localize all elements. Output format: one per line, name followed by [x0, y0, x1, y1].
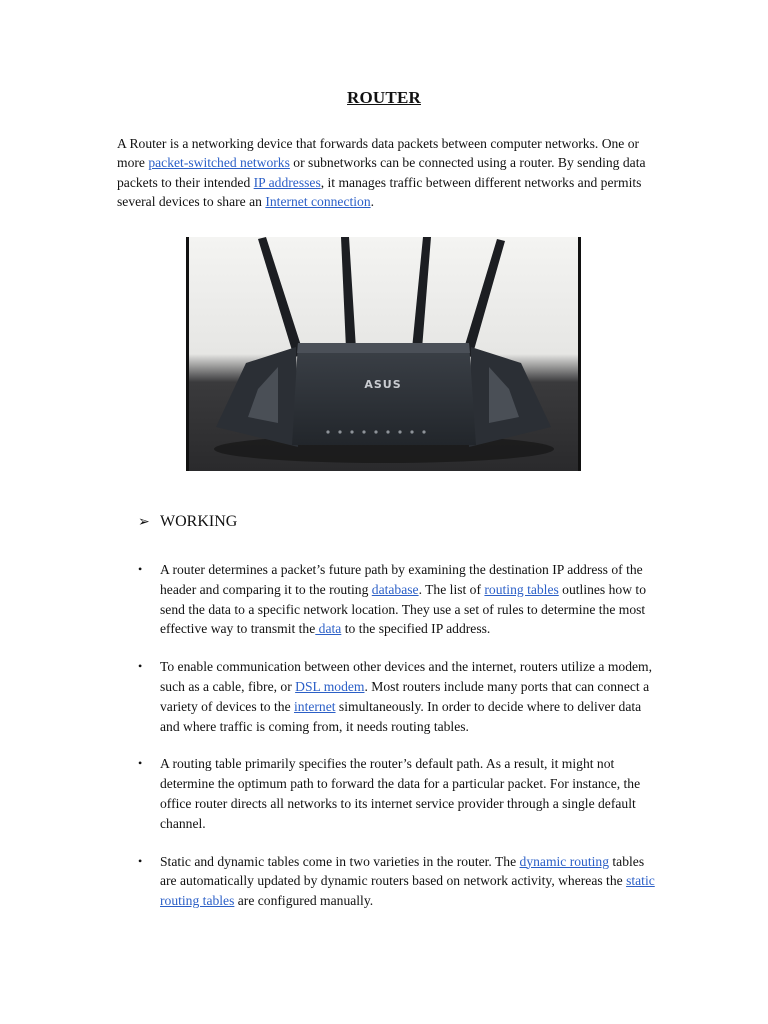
bullet-icon: • [138, 659, 143, 674]
text-run: , it manages traffic between different networks and permits several devices to share an [117, 174, 642, 210]
section-heading [138, 513, 237, 531]
text-run: To enable communication between other devices and the internet, routers utilize a modem, such as a cable, fibre, or [160, 659, 653, 694]
list-item [138, 852, 658, 911]
router-photo [186, 237, 581, 471]
inline-link[interactable]: routing tables [484, 581, 559, 597]
text-run: . The list of [418, 581, 485, 597]
text-run: . [370, 194, 375, 210]
inline-link[interactable]: database [371, 581, 419, 597]
text-run: outlines how to send the data to a specific network location. They use a set of rules to determine the most effective way to transmit the [160, 581, 647, 637]
text-run: or subnetworks can be connected using a router. By sending data packets to their intended [117, 155, 646, 190]
text-run: A router determines a packet’s future path by examining the destination IP address of the header and comparing it to the routing [160, 562, 643, 597]
router-illustration [186, 237, 581, 471]
inline-link[interactable]: DSL modem [295, 678, 365, 694]
text-run: simultaneously. In order to decide where to deliver data and where traffic is coming from, it needs routing tables. [160, 698, 642, 734]
inline-link[interactable]: Internet connection [265, 194, 371, 210]
bullet-icon: • [138, 562, 143, 576]
text-run: A Router is a networking device that forwards data packets between computer networks. One or more [117, 135, 640, 171]
bullet-icon: • [138, 756, 143, 771]
inline-link[interactable]: data [315, 621, 342, 637]
text-run: tables are automatically updated by dynamic routers based on network activity, whereas the [160, 853, 645, 889]
section-heading-text: WORKING [160, 513, 238, 530]
working-bullet-list [138, 560, 658, 929]
inline-link[interactable]: static routing tables [160, 873, 655, 909]
list-item [138, 560, 658, 639]
asus-logo: ASUS [364, 378, 402, 391]
list-item [138, 657, 658, 736]
inline-link[interactable]: internet [294, 698, 336, 714]
arrow-bullet-icon: ➢ [138, 515, 150, 530]
bullet-icon: • [138, 853, 143, 868]
text-run: are configured manually. [234, 893, 374, 909]
text-run: to the specified IP address. [341, 621, 491, 637]
text-run: . Most routers include many ports that can connect a variety of devices to the [160, 678, 650, 714]
inline-link[interactable]: packet-switched networks [148, 155, 290, 171]
list-item [138, 754, 658, 833]
intro-paragraph [117, 134, 657, 212]
inline-link[interactable]: dynamic routing [519, 853, 609, 869]
text-run: A routing table primarily specifies the router’s default path. As a result, it might not determine the optimum path to forward the data for a particular packet. For instance, the office router directs all networks to its internet service provider through a single default channel. [160, 756, 641, 831]
page-title: ROUTER [347, 88, 421, 107]
inline-link[interactable]: IP addresses [253, 174, 321, 190]
text-run: Static and dynamic tables come in two varieties in the router. The [160, 853, 520, 869]
